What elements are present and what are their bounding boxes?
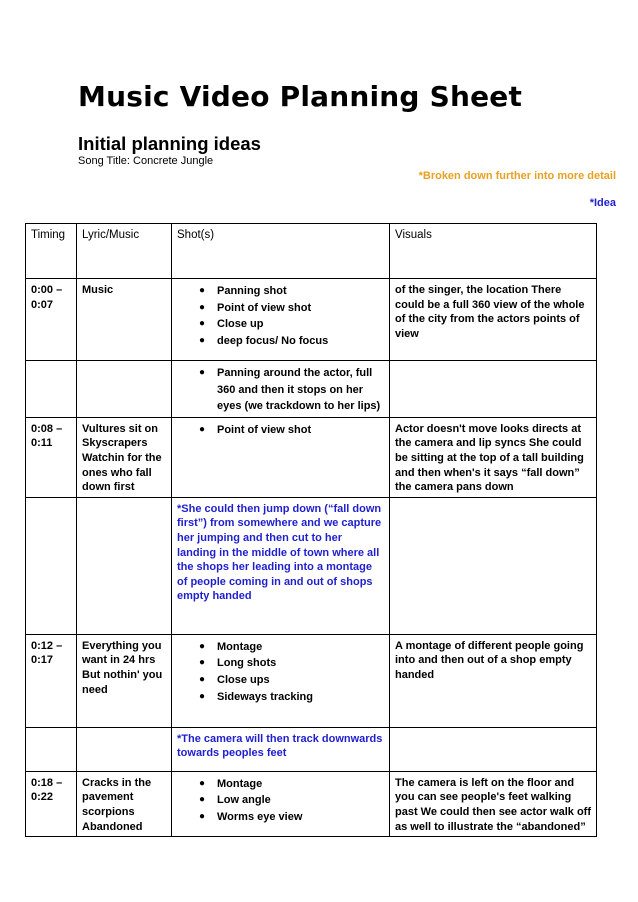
timing-cell: 0:08 – 0:11 — [26, 417, 77, 497]
table-header-row — [26, 224, 597, 279]
shot-label: Close up — [217, 318, 264, 331]
bullet-icon: ● — [199, 657, 206, 669]
lyric-cell — [77, 727, 172, 771]
timing-cell: 0:18 – 0:22 — [26, 771, 77, 836]
visuals-cell: The camera is left on the floor and you can see people's feet walking past We could then see actor walk off as well to illustrate the “abandoned” — [390, 771, 597, 836]
shot-item — [177, 333, 384, 350]
shot-item — [177, 365, 384, 415]
timing-cell: 0:00 – 0:07 — [26, 279, 77, 361]
visuals-cell: of the singer, the location There could be a full 360 view of the whole of the city from the actors points of view — [390, 279, 597, 361]
visuals-cell — [390, 361, 597, 418]
shot-label: Montage — [217, 777, 263, 790]
bullet-icon: ● — [199, 334, 206, 346]
shot-item — [177, 422, 384, 439]
page-title: Music Video Planning Sheet — [78, 80, 523, 113]
song-title: Song Title: Concrete Jungle — [78, 155, 214, 167]
shot-label: Montage — [217, 640, 263, 653]
shot-item — [177, 792, 384, 809]
table-row — [26, 727, 597, 771]
visuals-cell: Actor doesn't move looks directs at the camera and lip syncs She could be sitting at the top of a tall building and then when's it says “fall down” the camera pans down — [390, 417, 597, 497]
bullet-icon: ● — [199, 794, 206, 806]
timing-cell: 0:12 – 0:17 — [26, 634, 77, 727]
visuals-cell: A montage of different people going into and then out of a shop empty handed — [390, 634, 597, 727]
visuals-cell — [390, 727, 597, 771]
bullet-icon: ● — [199, 777, 206, 789]
legend-orange-note: *Broken down further into more detail — [418, 170, 616, 182]
shot-label: Sideways tracking — [217, 690, 313, 703]
header-timing: Timing — [26, 224, 77, 279]
idea-cell: *She could then jump down (“fall down first”) from somewhere and we capture her jumping and then cut to her landing in the middle of town where all the shops her leading into a montage of people coming in and out of shops empty handed — [172, 497, 390, 634]
header-shots: Shot(s) — [172, 224, 390, 279]
bullet-icon: ● — [199, 810, 206, 822]
lyric-cell — [77, 497, 172, 634]
table-row — [26, 361, 597, 418]
table-row — [26, 417, 597, 497]
shots-cell — [172, 634, 390, 727]
shots-cell — [172, 417, 390, 497]
table-row — [26, 634, 597, 727]
shot-label: Low angle — [217, 794, 271, 807]
header-lyric: Lyric/Music — [77, 224, 172, 279]
bullet-icon: ● — [199, 690, 206, 702]
shot-item — [177, 316, 384, 333]
shot-item — [177, 809, 384, 826]
timing-cell — [26, 497, 77, 634]
shots-cell — [172, 771, 390, 836]
bullet-icon: ● — [199, 285, 206, 296]
shot-item — [177, 300, 384, 317]
bullet-icon: ● — [199, 301, 206, 313]
idea-cell: *The camera will then track downwards towards peoples feet — [172, 727, 390, 771]
shot-item — [177, 639, 384, 656]
shot-item — [177, 672, 384, 689]
lyric-cell — [77, 361, 172, 418]
table-row — [26, 279, 597, 361]
bullet-icon: ● — [199, 367, 206, 378]
shots-cell — [172, 361, 390, 418]
legend-blue-note: *Idea — [589, 197, 616, 209]
lyric-cell: Cracks in the pavement scorpions Abandoned — [77, 771, 172, 836]
bullet-icon: ● — [199, 673, 206, 685]
lyric-cell: Vultures sit on Skyscrapers Watchin for the ones who fall down first — [77, 417, 172, 497]
header-visuals: Visuals — [390, 224, 597, 279]
timing-cell — [26, 361, 77, 418]
lyric-cell: Music — [77, 279, 172, 361]
lyric-cell: Everything you want in 24 hrs But nothin' you need — [77, 634, 172, 727]
section-subtitle: Initial planning ideas — [78, 133, 261, 154]
bullet-icon: ● — [199, 640, 206, 652]
shots-cell — [172, 279, 390, 361]
planning-table — [25, 223, 597, 837]
shot-label: Long shots — [217, 657, 277, 670]
shot-item — [177, 776, 384, 793]
shot-label: Close ups — [217, 673, 270, 686]
shot-label: Panning around the actor, full 360 and then it stops on her eyes (we trackdown to her lips) — [217, 367, 381, 413]
table-row — [26, 771, 597, 836]
visuals-cell — [390, 497, 597, 634]
timing-cell — [26, 727, 77, 771]
shot-label: Point of view shot — [217, 423, 312, 436]
shot-label: Panning shot — [217, 285, 287, 297]
shot-item — [177, 283, 384, 300]
shot-item — [177, 689, 384, 706]
table-row — [26, 497, 597, 634]
shot-item — [177, 655, 384, 672]
bullet-icon: ● — [199, 318, 206, 330]
shot-label: Point of view shot — [217, 301, 312, 314]
bullet-icon: ● — [199, 423, 206, 435]
shot-label: deep focus/ No focus — [217, 334, 329, 347]
shot-label: Worms eye view — [217, 810, 303, 823]
